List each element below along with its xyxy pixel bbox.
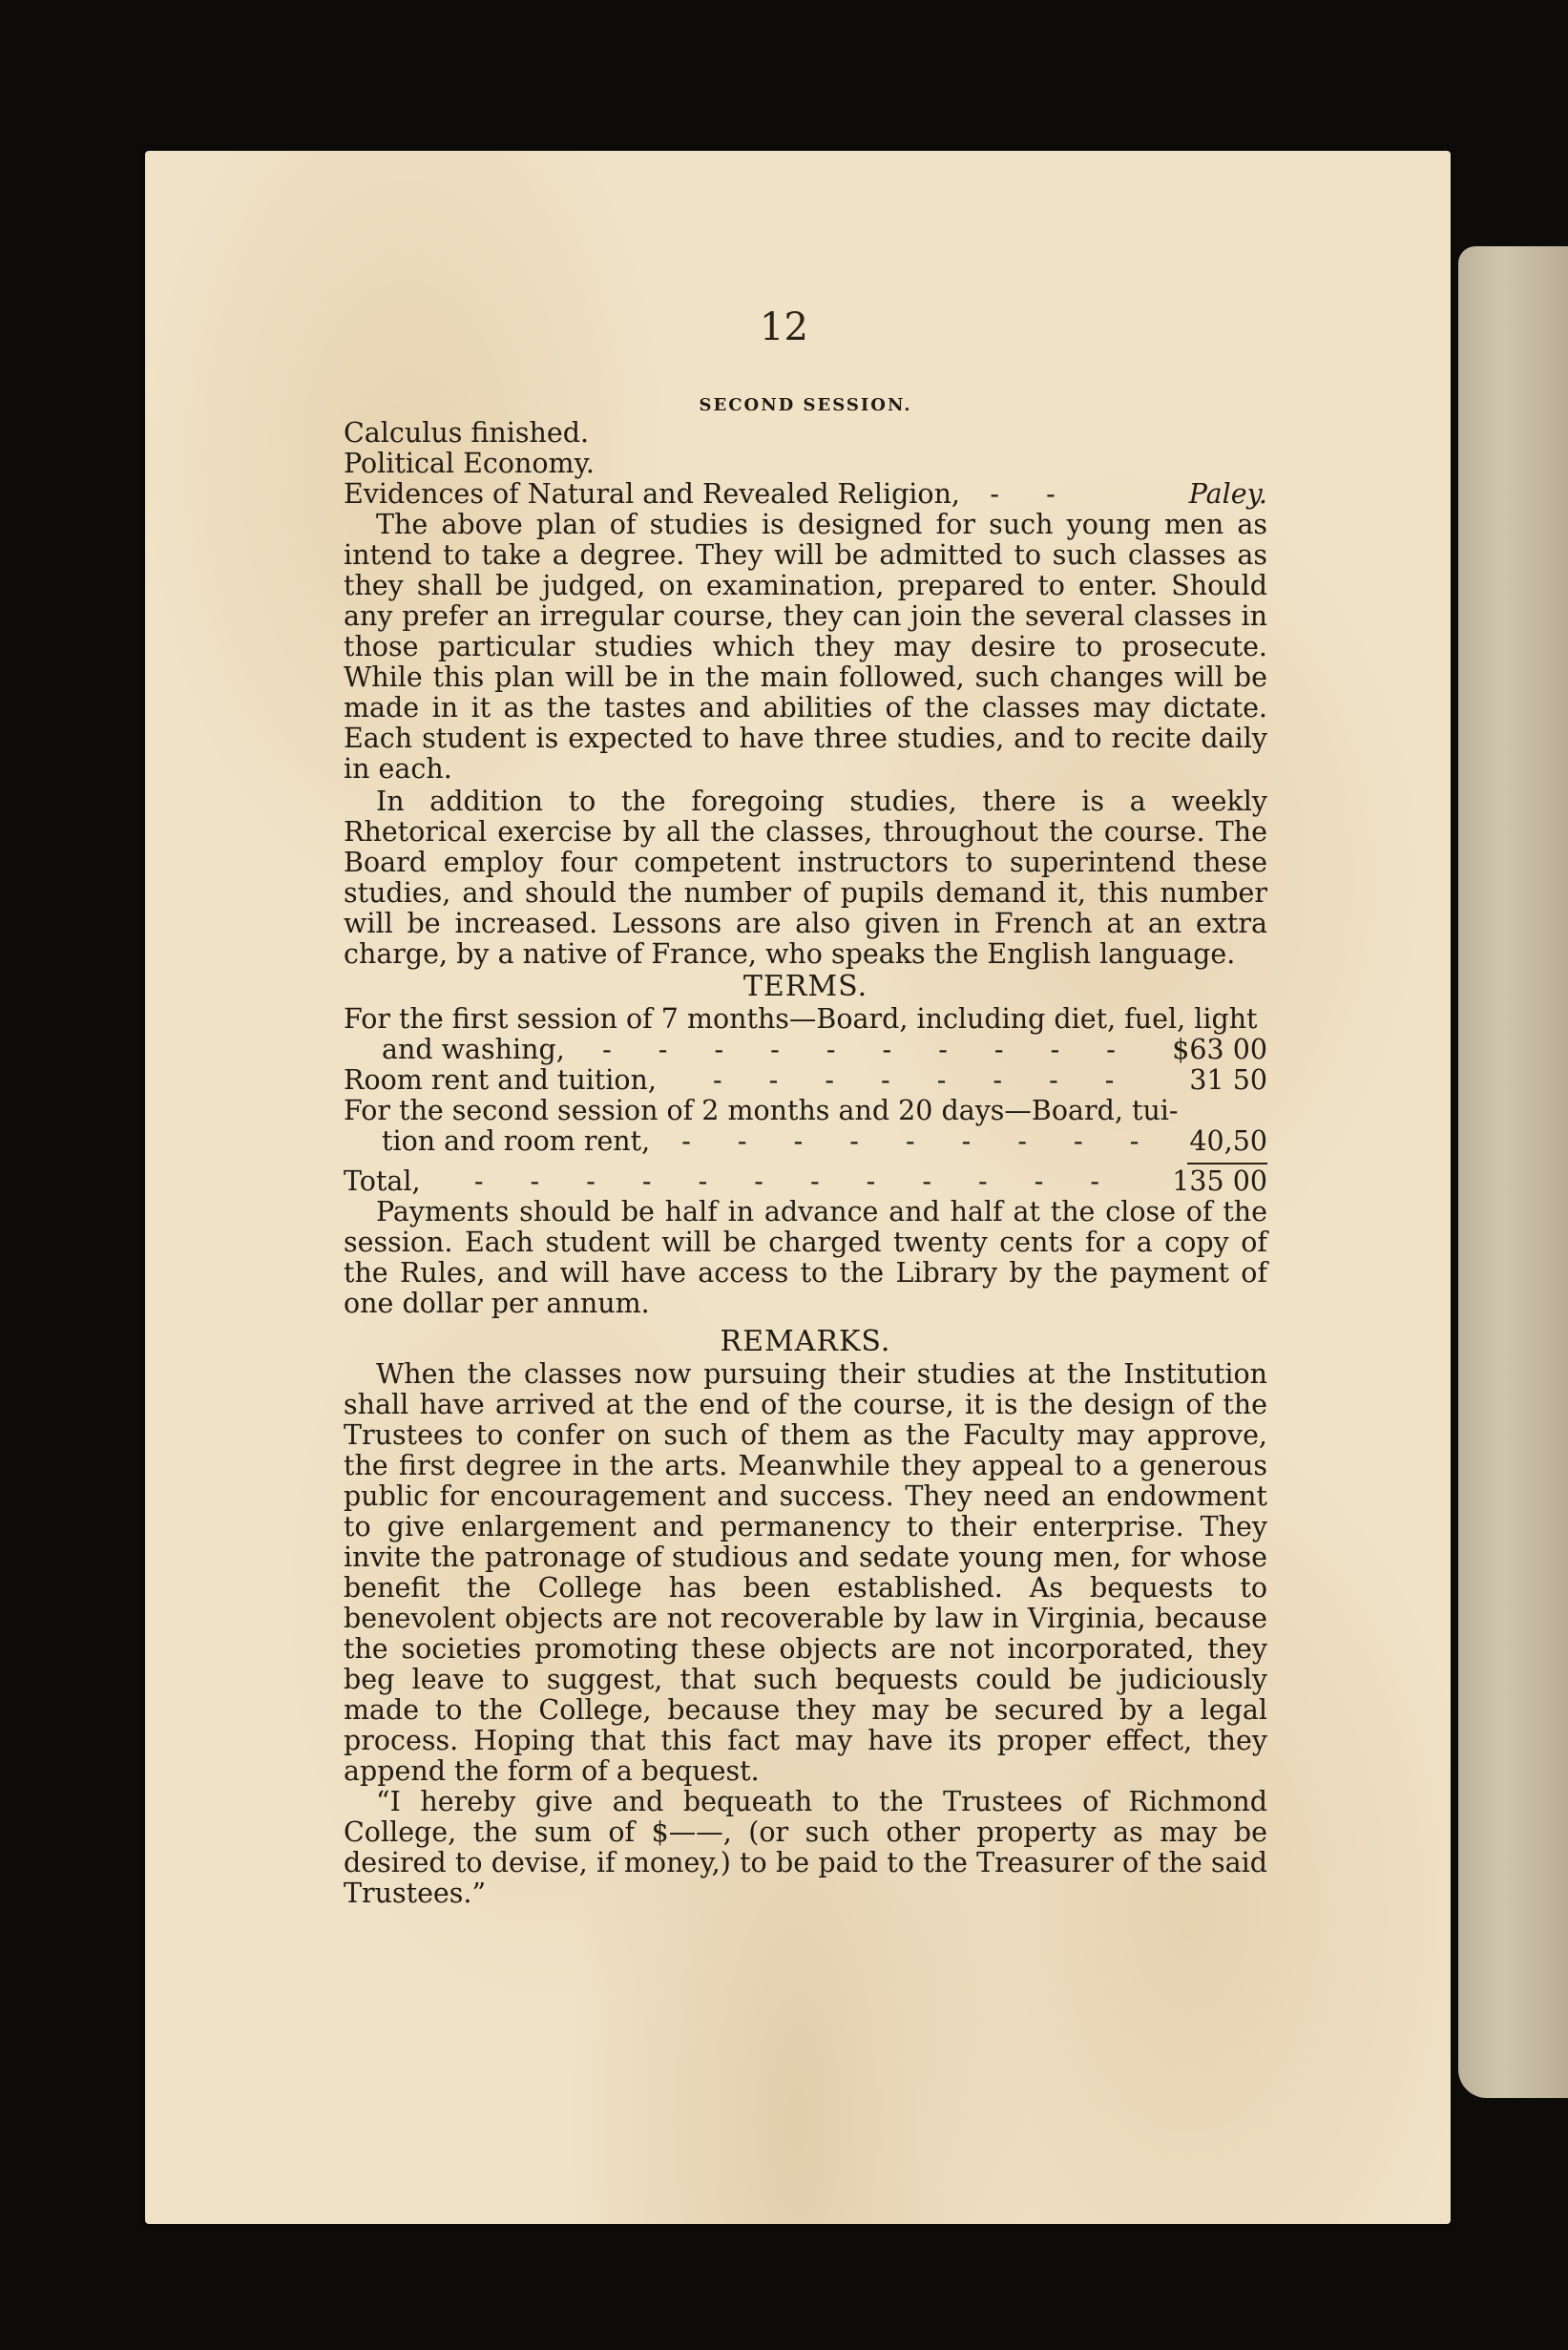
terms-line-5 [344, 1126, 1267, 1157]
rhetorical-paragraph: In addition to the foregoing studies, there is a weekly Rhetorical exercise by all the classes, throughout the course. The Board employ four competent instructors to superintend these studies, and should the number of pupils demand it, this number will be increased. Lessons are also given in French at an extra charge, by a native of France, who speaks the English language. [344, 786, 1267, 970]
terms-line-3 [344, 1065, 1267, 1096]
section-header: SECOND SESSION. [699, 395, 912, 415]
terms-total [344, 1166, 1267, 1197]
course-item: Calculus finished. [344, 417, 590, 449]
terms-label: tion and room rent, [382, 1125, 651, 1157]
course-item: Political Economy. [344, 448, 595, 479]
page-body [344, 393, 1267, 1909]
payments-paragraph: Payments should be half in advance and half at the close of the session. Each student will be charged twenty cents for a copy of the Rules, and will have access to the Library by the payment of one dollar per annum. [344, 1196, 1267, 1319]
total-label: Total, [344, 1165, 421, 1197]
leader-dashes: - - - - - - - - - - [602, 1034, 1135, 1065]
terms-line-2 [344, 1035, 1267, 1065]
leader-dashes: - - [990, 478, 1075, 510]
leader-dashes: - - - - - - - - - - - - [473, 1165, 1119, 1197]
evidences-title: Evidences of Natural and Revealed Religion, [344, 478, 960, 510]
bequest-paragraph: “I hereby give and bequeath to the Trustees of Richmond College, the sum of $——, (or such other property as may be desired to devise, if money,) to be paid to the Treasurer of the said Trustees.” [344, 1786, 1267, 1909]
adjacent-page-fragment [1458, 246, 1568, 2098]
terms-line-1: For the first session of 7 months—Board, including diet, fuel, light [344, 1003, 1258, 1035]
terms-line-4: For the second session of 2 months and 20 days—Board, tui- [344, 1095, 1179, 1126]
terms-label: and washing, [382, 1034, 565, 1065]
terms-amount: 40,50 [1189, 1125, 1267, 1157]
leader-dashes: - - - - - - - - [712, 1064, 1134, 1096]
evidences-line [344, 479, 1267, 510]
terms-heading: TERMS. [742, 970, 868, 1003]
total-amount: 135 00 [1172, 1165, 1267, 1197]
evidences-author: Paley. [1188, 478, 1267, 510]
remarks-heading: REMARKS. [720, 1325, 891, 1358]
terms-amount: 31 50 [1189, 1064, 1267, 1096]
terms-amount: $63 00 [1172, 1034, 1267, 1065]
plan-paragraph: The above plan of studies is designed for such young men as intend to take a degree. They will be admitted to such classes as they shall be judged, on examination, prepared to enter. Should any prefer an irregular course, they can join the several classes in those particular studies which they may desire to prosecute. While this plan will be in the main followed, such changes will be made in it as the tastes and abilities of the classes may dictate. Each student is expected to have three studies, and to recite daily in each. [344, 509, 1267, 785]
total-rule [1187, 1163, 1267, 1165]
remarks-paragraph: When the classes now pursuing their studies at the Institution shall have arrived at the end of the course, it is the design of the Trustees to confer on such of them as the Faculty may approve, the first degree in the arts. Meanwhile they appeal to a generous public for encouragement and success. They need an endowment to give enlargement and permanency to their enterprise. They invite the patronage of studious and sedate young men, for whose benefit the College has been established. As bequests to benevolent objects are not recoverable by law in Virginia, because the societies promoting these objects are not incorporated, they beg leave to suggest, that such bequests could be judiciously made to the College, because they may be secured by a legal process. Hoping that this fact may have its proper effect, they append the form of a bequest. [344, 1358, 1267, 1787]
terms-label: Room rent and tuition, [344, 1064, 657, 1096]
page-number: 12 [760, 305, 808, 349]
leader-dashes: - - - - - - - - - [681, 1125, 1159, 1157]
